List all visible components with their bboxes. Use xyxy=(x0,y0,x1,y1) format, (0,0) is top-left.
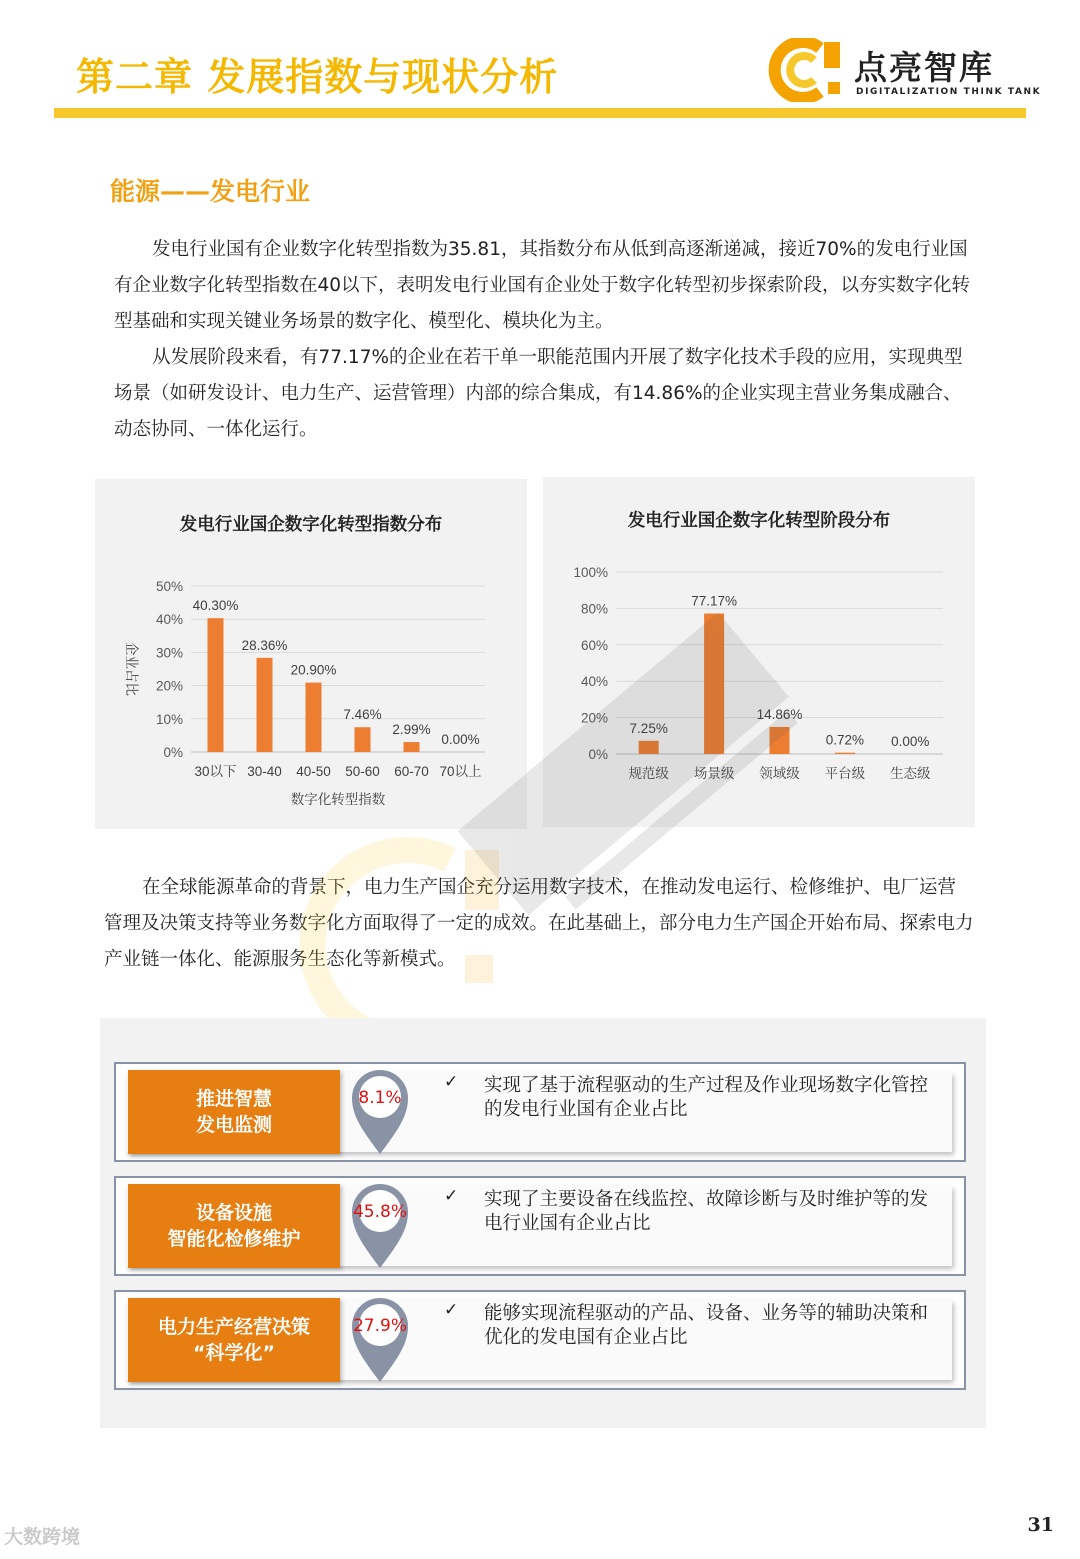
logo xyxy=(762,38,1042,102)
chart-1-category-label: 50-60 xyxy=(345,764,380,779)
chart-1-category-label: 30以下 xyxy=(194,764,237,779)
checkmark-icon: ✓ xyxy=(444,1072,459,1092)
paragraph-1 xyxy=(114,232,974,340)
chart-2-y-tick-label: 40% xyxy=(580,674,608,690)
chart-1-y-tick-label: 10% xyxy=(155,711,183,727)
feature-label: 设备设施 智能化检修维护 xyxy=(128,1184,340,1268)
chart-2-data-label: 0.00% xyxy=(891,734,930,749)
chart-1-x-axis-label: 数字化转型指数 xyxy=(290,792,386,807)
chart-2-y-tick-label: 20% xyxy=(580,710,608,726)
chapter-title: 第二章 发展指数与现状分析 xyxy=(76,55,559,99)
chart-2-category-label: 领域级 xyxy=(759,766,800,781)
feature-description: 实现了主要设备在线监控、故障诊断与及时维护等的发电行业国有企业占比 xyxy=(484,1189,929,1234)
chart-2-y-tick-label: 100% xyxy=(573,565,608,580)
chart-1-y-tick-label: 40% xyxy=(155,612,183,628)
feature-card-body xyxy=(126,1300,952,1380)
chart-2-data-label: 14.86% xyxy=(756,706,803,722)
logo-subtitle: DIGITALIZATION THINK TANK xyxy=(856,87,1042,97)
chart-1-y-tick-label: 20% xyxy=(155,678,183,694)
chart-1-category-label: 70以上 xyxy=(439,764,482,779)
chart-2-bar xyxy=(704,614,724,754)
feature-card-equipment-maintenance xyxy=(114,1176,966,1276)
chart-1-data-label: 0.00% xyxy=(441,732,480,747)
chart-2-data-label: 77.17% xyxy=(691,593,737,609)
feature-description: 实现了基于流程驱动的生产过程及作业现场数字化管控的发电行业国有企业占比 xyxy=(484,1075,929,1120)
header-divider xyxy=(54,108,1026,118)
chart-2-category-label: 规范级 xyxy=(628,766,669,781)
feature-label: 电力生产经营决策 “科学化” xyxy=(128,1298,340,1382)
chart-2-category-label: 生态级 xyxy=(890,766,931,781)
feature-description: 能够实现流程驱动的产品、设备、业务等的辅助决策和优化的发电国有企业占比 xyxy=(484,1303,929,1348)
section-title: 能源——发电行业 xyxy=(110,177,311,206)
chart-1-y-axis-label: 企业占比 xyxy=(124,642,139,696)
chart-1-svg xyxy=(95,479,527,829)
chart-1-data-label: 28.36% xyxy=(241,637,288,653)
chart-1-bar xyxy=(306,683,322,752)
chart-1-category-label: 60-70 xyxy=(394,764,429,779)
chart-1-data-label: 40.30% xyxy=(192,598,239,614)
chart-2-y-tick-label: 60% xyxy=(580,637,608,653)
feature-percentage: 45.8% xyxy=(352,1202,407,1222)
logo-icon xyxy=(762,38,852,102)
chart-1-category-label: 30-40 xyxy=(247,764,282,779)
chart-panel-stage-distribution xyxy=(543,477,975,827)
feature-card-body xyxy=(126,1072,952,1152)
paragraph-2-text: 从发展阶段来看，有77.17%的企业在若干单一职能范围内开展了数字化技术手段的应用，实现典型场景（如研发设计、电力生产、运营管理）内部的综合集成，有14.86%的企业实现主营业务集成融合、动态协同、一体化运行。 xyxy=(114,347,963,440)
corner-watermark: 大数跨境 xyxy=(4,1526,81,1548)
chart-1-data-label: 7.46% xyxy=(343,707,382,723)
chart-2-bar xyxy=(770,727,790,754)
map-pin-icon xyxy=(348,1180,412,1270)
chart-2-y-tick-label: 80% xyxy=(580,601,608,617)
feature-label: 推进智慧 发电监测 xyxy=(128,1070,340,1154)
chart-1-bar xyxy=(208,618,224,752)
chart-1-bar xyxy=(257,658,273,752)
map-pin-icon xyxy=(348,1294,412,1384)
chart-2-data-label: 0.72% xyxy=(825,732,865,748)
checkmark-icon: ✓ xyxy=(444,1186,459,1206)
feature-percentage: 27.9% xyxy=(352,1316,407,1336)
checkmark-icon: ✓ xyxy=(444,1300,459,1320)
feature-card-smart-monitoring xyxy=(114,1062,966,1162)
chart-1-title: 发电行业国企数字化转型指数分布 xyxy=(179,515,443,535)
feature-card-scientific-decision xyxy=(114,1290,966,1390)
paragraph-3 xyxy=(104,870,974,978)
chart-1-category-label: 40-50 xyxy=(296,764,331,779)
chart-2-category-label: 平台级 xyxy=(824,766,866,781)
paragraph-3-text: 在全球能源革命的背景下，电力生产国企充分运用数字技术，在推动发电运行、检修维护、电厂运营管理及决策支持等业务数字化方面取得了一定的成效。在此基础上，部分电力生产国企开始布局、探索电力产业链一体化、能源服务生态化等新模式。 xyxy=(104,877,974,970)
chart-1-data-label: 2.99% xyxy=(392,722,431,738)
feature-percentage: 8.1% xyxy=(358,1088,402,1108)
chart-2-bar xyxy=(835,753,855,754)
feature-card-body xyxy=(126,1186,952,1266)
chart-1-data-label: 20.90% xyxy=(290,662,337,678)
chart-1-y-tick-label: 30% xyxy=(155,645,183,661)
chart-2-y-tick-label: 0% xyxy=(588,747,608,762)
paragraph-2 xyxy=(114,340,974,448)
page-number: 31 xyxy=(1027,1514,1054,1536)
chart-2-bar xyxy=(639,741,659,754)
chart-panel-index-distribution xyxy=(95,479,527,829)
chart-1-y-tick-label: 0% xyxy=(163,745,183,760)
logo-text: 点亮智库 xyxy=(854,48,994,87)
chart-1-bar xyxy=(355,727,371,752)
paragraph-1-text: 发电行业国有企业数字化转型指数为35.81，其指数分布从低到高逐渐递减，接近70%的发电行业国有企业数字化转型指数在40以下，表明发电行业国有企业处于数字化转型初步探索阶段，以夯实数字化转型基础和实现关键业务场景的数字化、模型化、模块化为主。 xyxy=(114,239,971,332)
chart-2-svg xyxy=(543,477,975,827)
map-pin-icon xyxy=(348,1066,412,1156)
chart-1-y-tick-label: 50% xyxy=(155,579,183,594)
chart-2-title: 发电行业国企数字化转型阶段分布 xyxy=(627,511,891,531)
chart-2-category-label: 场景级 xyxy=(693,766,735,781)
chart-1-bar xyxy=(404,742,420,752)
chart-2-data-label: 7.25% xyxy=(629,720,668,736)
